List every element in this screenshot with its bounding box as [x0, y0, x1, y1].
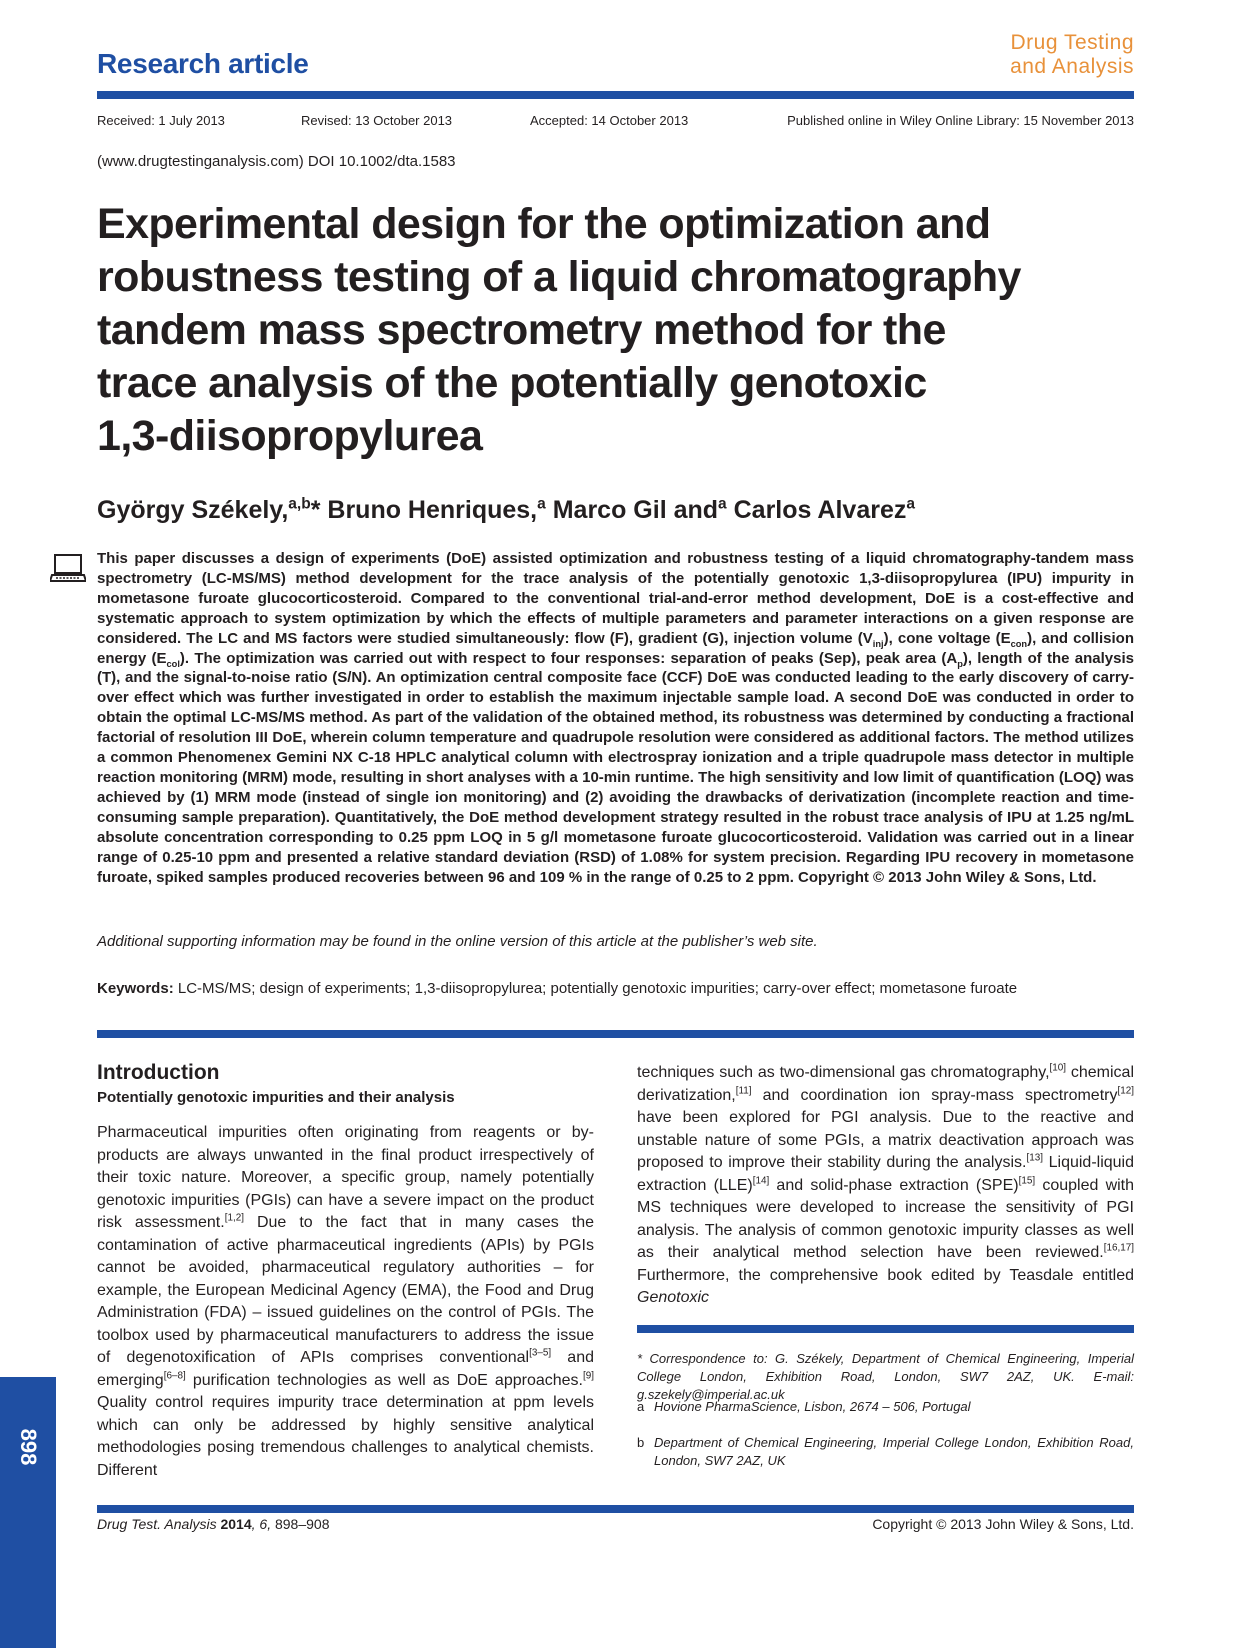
- author-name: György Székely,: [97, 496, 289, 524]
- abstract-text: This paper discusses a design of experiments (DoE) assisted optimization and robustness testing of a liquid chromatography-tandem mass spectrometry (LC-MS/MS) method development for the trace analysis of the potentially genotoxic 1,3-diisopropylurea (IPU) impurity in mometasone furoate glucocorticosteroid. Compared to the conventional trial-and-error method development, DoE is a cost-effective and systematic approach to system optimization by which the effects of multiple parameters and parameter interactions on a given response are considered. The LC and MS factors were studied simultaneously: flow (F), gradient (G), injection volume $(V_{inj})$, cone voltage $(E_{con})$, and collision energy $(E_{col})$. The optimization was carried out with respect to four responses: separation of peaks (Sep), peak area $(A_p)$, length of the analysis (T), and the signal-to-noise ratio (S/N). An optimization central composite face (CCF) DoE was conducted leading to the early discovery of carry-over effect which was further investigated in order to establish the maximum injectable sample load. A second DoE was conducted in order to obtain the optimal LC-MS/MS method. As part of the validation of the obtained method, its robustness was determined by conducting a fractional factorial of resolution III DoE, wherein column temperature and quadrupole resolution were considered as additional factors. The method utilizes a common Phenomenex Gemini NX C-18 HPLC analytical column with electrospray ionization and a triple quadrupole mass detector in multiple reaction monitoring (MRM) mode, resulting in short analyses with a 10-min runtime. The high sensitivity and low limit of quantification (LOQ) was achieved by (1) MRM mode (instead of single ion monitoring) and (2) avoiding the drawbacks of derivatization (incomplete reaction and time-consuming sample preparation). Quantitatively, the DoE method development strategy resulted in the robust trace analysis of IPU at 1.25 ng/mL absolute concentration corresponding to 0.25 ppm LOQ in 5 g/l mometasone furoate glucocorticosteroid. Validation was carried out in a linear range of 0.25-10 ppm and presented a relative standard deviation (RSD) of 1.08% for system precision. Regarding IPU recovery in mometasone furoate, spiked samples produced recoveries between 96 and 109 % in the range of 0.25 to 2 ppm. Copyright © 2013 John Wiley & Sons, Ltd.: [97, 550, 1134, 886]
- section-label: Research article: [97, 48, 309, 79]
- affiliation-a: a Hovione PharmaScience, Lisbon, 2674 – 506, Portugal: [637, 1399, 971, 1414]
- published-date: Published online in Wiley Online Library: 15 November 2013: [787, 113, 1134, 128]
- citation[interactable]: [15]: [1018, 1175, 1036, 1187]
- footnote-rule: [637, 1325, 1134, 1333]
- author-affiliation: a: [906, 495, 916, 513]
- author-affiliation: a: [537, 495, 546, 513]
- correspondence-note: * Correspondence to: G. Székely, Department of Chemical Engineering, Imperial College London, Exhibition Road, London, SW7 2AZ, UK. E-mail: g.szekely@imperial.ac.uk: [637, 1351, 1134, 1402]
- citation[interactable]: [12]: [1117, 1085, 1134, 1097]
- title-line: trace analysis of the potentially genotoxic: [97, 359, 927, 407]
- header-rule: [97, 91, 1134, 99]
- keywords-label: Keywords:: [97, 980, 174, 997]
- citation[interactable]: [1,2]: [224, 1212, 244, 1224]
- page-number: 898: [16, 1428, 41, 1466]
- doi-link[interactable]: (www.drugtestinganalysis.com) DOI 10.1002/dta.1583: [97, 153, 456, 170]
- received-date: Received: 1 July 2013: [97, 113, 225, 128]
- footer-copyright: Copyright © 2013 John Wiley & Sons, Ltd.: [872, 1516, 1134, 1532]
- subsection-heading: Potentially genotoxic impurities and their analysis: [97, 1089, 455, 1106]
- revised-date: Revised: 13 October 2013: [301, 113, 453, 128]
- intro-right-column: techniques such as two-dimensional gas chromatography,[10] chemical derivatization,[11] and coordination ion spray-mass spectrometry[12] have been explored for PGI analysis. Due to the reactive and unstable nature of some PGIs, a matrix deactivation approach was proposed to improve their stability during the analysis.[13] Liquid-liquid extraction (LLE)[14] and solid-phase extraction (SPE)[15] coupled with MS techniques were developed to increase the sensitivity of PGI analysis. The analysis of common genotoxic impurity classes as well as their analytical method selection have been reviewed.[16,17] Furthermore, the comprehensive book edited by Teasdale entitled Genotoxic: [637, 1062, 1135, 1306]
- section-rule: [97, 1030, 1134, 1038]
- author-name: Marco Gil and: [552, 496, 719, 524]
- article-title: [97, 198, 1167, 463]
- title-line: robustness testing of a liquid chromatography: [97, 253, 1021, 301]
- corresponding-mark: *: [310, 496, 321, 524]
- citation[interactable]: [9]: [582, 1370, 594, 1382]
- citation[interactable]: [11]: [735, 1085, 752, 1097]
- title-line: Experimental design for the optimization and: [97, 200, 991, 248]
- journal-name-line2: and Analysis: [1010, 55, 1134, 78]
- citation[interactable]: [10]: [1049, 1062, 1067, 1074]
- keywords-text: LC-MS/MS; design of experiments; 1,3-diisopropylurea; potentially genotoxic impurities; carry-over effect; mometasone furoate: [173, 980, 1018, 997]
- author-name: Bruno Henriques,: [327, 496, 538, 524]
- citation[interactable]: [14]: [752, 1175, 770, 1187]
- page-number-tab: [0, 1377, 56, 1648]
- computer-icon: [50, 553, 86, 588]
- affiliation-mark: b: [637, 1435, 645, 1450]
- section-heading: Introduction: [97, 1061, 220, 1084]
- citation[interactable]: [13]: [1026, 1152, 1044, 1164]
- footer-rule: [97, 1505, 1134, 1513]
- author-affiliation: a: [718, 495, 727, 513]
- footer-citation: Drug Test. Analysis 2014, 6, 898–908: [97, 1516, 330, 1532]
- citation[interactable]: [6–8]: [163, 1370, 186, 1382]
- title-line: 1,3-diisopropylurea: [97, 412, 483, 460]
- citation[interactable]: [16,17]: [1103, 1242, 1134, 1254]
- author-affiliation: a,b: [288, 495, 311, 513]
- intro-left-column: Pharmaceutical impurities often originating from reagents or by-products are always unwanted in the final product irrespectively of their toxic nature. Moreover, a specific group, namely potentially genotoxic impurities (PGIs) can have a severe impact on the product risk assessment.[1,2] Due to the fact that in many cases the contamination of active pharmaceutical ingredients (APIs) by PGIs cannot be avoided, pharmaceutical regulatory authorities – for example, the European Medicinal Agency (EMA), the Food and Drug Administration (FDA) – issued guidelines on the control of PGIs. The toolbox used by pharmaceutical manufacturers to address the issue of degenotoxification of APIs comprises conventional[3–5] and emerging[6–8] purification technologies as well as DoE approaches.[9] Quality control requires impurity trace determination at ppm levels which can only be addressed by highly sensitive analytical methodologies posing tremendous challenges to analytical chemists. Different: [97, 1124, 595, 1479]
- journal-name-line1: Drug Testing: [1010, 31, 1134, 54]
- citation[interactable]: [3–5]: [529, 1347, 552, 1359]
- affiliation-b: b Department of Chemical Engineering, Imperial College London, Exhibition Road, London, SW7 2AZ, UK: [637, 1435, 1134, 1468]
- keywords: [97, 978, 1134, 999]
- supporting-info-note: Additional supporting information may be found in the online version of this article at the publisher’s web site.: [97, 933, 818, 950]
- accepted-date: Accepted: 14 October 2013: [530, 113, 689, 128]
- title-line: tandem mass spectrometry method for the: [97, 306, 946, 354]
- affiliation-mark: a: [637, 1399, 645, 1414]
- author-list: [97, 496, 915, 525]
- author-name: Carlos Alvarez: [733, 496, 907, 524]
- journal-name: [900, 31, 1134, 79]
